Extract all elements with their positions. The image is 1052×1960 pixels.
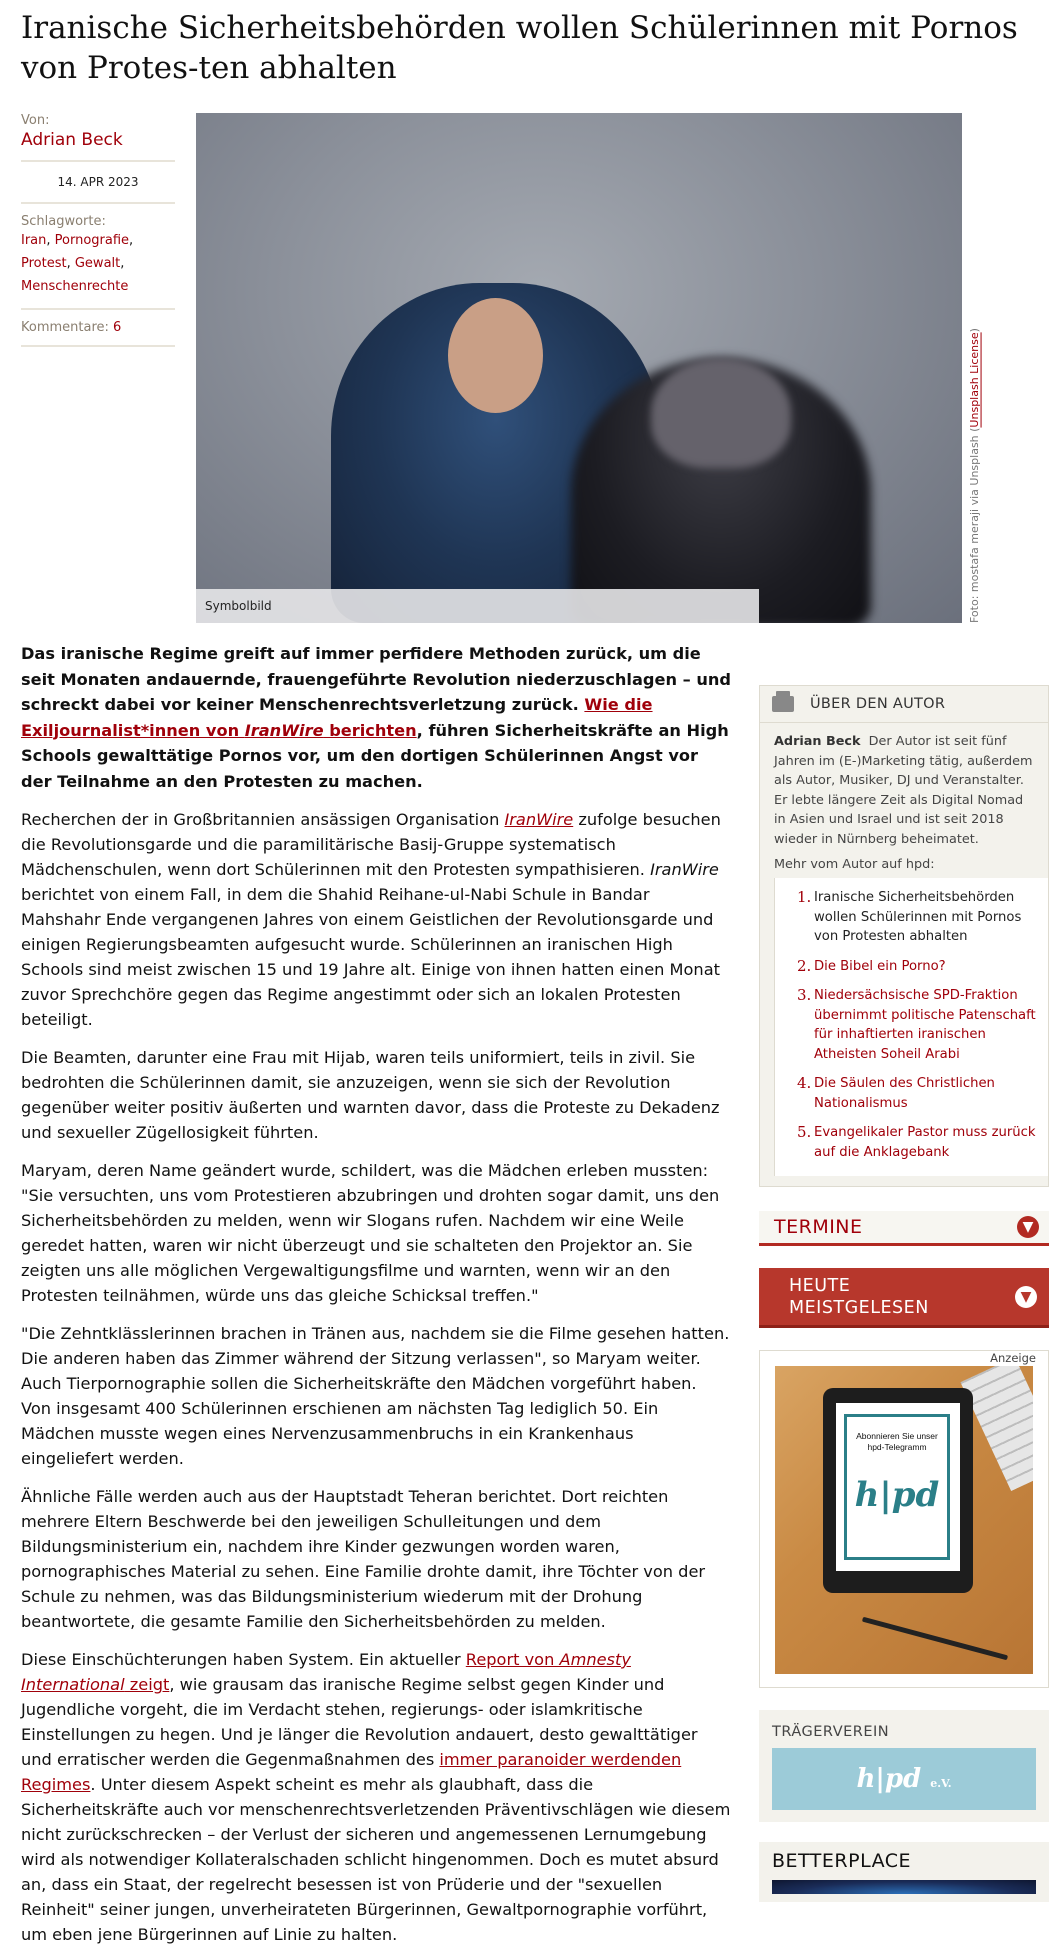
tag-gewalt[interactable]: Gewalt: [74, 256, 121, 271]
betterplace-banner[interactable]: [772, 1880, 1036, 1894]
author-link[interactable]: Adrian Beck: [21, 130, 123, 150]
divider: [21, 160, 175, 162]
image-caption: Symbolbild: [196, 589, 759, 623]
tags-label: Schlagworte:: [21, 214, 106, 229]
paranoid-regime-link[interactable]: immer paranoider werdenden Regimes: [21, 1750, 682, 1794]
photo-credit: Foto: mostafa meraji via Unsplash (Unsplash License): [968, 328, 981, 623]
betterplace-label: BETTERPLACE: [772, 1850, 912, 1872]
paragraph: Recherchen der in Großbritannien ansässigen Organisation IranWire zufolge besuchen die Revolutionsgarde und die paramilitärische Basij-Gruppe systematisch Mädchenschulen, wenn dort Schülerinnen mit den Protesten sympathisieren. IranWire berichtet von einem Fall, in dem die Shahid Reihane-ul-Nabi Schule in Bandar Mahshahr Ende vergangenen Jahres von einem Geistlichen der Revolutionsgarde und einigen Regierungsbeamten aufgesucht wurde. Schülerinnen an iranischen High Schools sind meist zwischen 15 und 19 Jahre alt. Einige von ihnen hatten einen Monat zuvor Sprechchöre gegen das Regime angestimmt oder sich an lokalen Protesten beteiligt.: [21, 810, 721, 1029]
more-by-author-list: [774, 878, 1048, 1176]
author-box: [759, 685, 1049, 1187]
list-item[interactable]: Evangelikaler Pastor muss zurück auf die Anklagebank: [814, 1125, 1036, 1160]
more-by-author-label: Mehr vom Autor auf hpd:: [774, 857, 935, 872]
article-body: [21, 641, 731, 1960]
pen-image: [862, 1617, 1008, 1661]
tag-menschenrechte[interactable]: Menschenrechte: [21, 279, 129, 294]
paragraph: Maryam, deren Name geändert wurde, schildert, was die Mädchen erleben mussten: "Sie versuchten, uns vom Protestieren abzubringen und drohten sogar damit, uns den Sicherheitsbehörden zu melden, wenn wir Slogans rufen. Nachdem wir eine Weile geredet hatten, waren wir nicht überzeugt und sie schalteten den Projektor an. Sie zeigten uns alle möglichen Vergewaltigungsfilme und warnten, wenn wir an den Protesten teilnähmen, würde uns das gleiche Schicksal treffen.": [21, 1161, 720, 1305]
publish-date: 14. APR 2023: [57, 175, 139, 189]
author-bio: Adrian Beck Der Autor ist seit fünf Jahren im (E-)Marketing tätig, außerdem als Autor, Musiker, DJ und Veranstalter. Er lebte längere Zeit als Digital Nomad in Asien und Israel und ist seit 2018 wieder in Nürnberg beheimatet.: [774, 734, 1033, 847]
author-name: Adrian Beck: [774, 734, 861, 749]
license-link[interactable]: Unsplash License: [968, 332, 981, 428]
termine-label: TERMINE: [774, 1216, 863, 1238]
traegerverein-box: [759, 1710, 1049, 1822]
termine-toggle[interactable]: [759, 1211, 1049, 1246]
meistgelesen-label: HEUTE MEISTGELESEN: [789, 1275, 929, 1318]
tag-pornografie[interactable]: Pornografie: [54, 233, 130, 248]
photo-figure-hat: [651, 358, 791, 468]
ad-label: Anzeige: [990, 1351, 1036, 1365]
paragraph: Ähnliche Fälle werden auch aus der Hauptstadt Teheran berichtet. Dort reichten mehrere Eltern Beschwerde bei den jeweiligen Schulleitungen und dem Bildungsministerium ein, nachdem ihre Kinder gezwungen worden waren, pornographisches Material zu sehen. Eine Familie drohte damit, ihre Töchter von der Schule zu nehmen, was das Bildungsministerium wiederum mit der Drohung beantwortete, die gesamte Familie den Sicherheitsbehörden zu melden.: [21, 1487, 706, 1631]
hpd-ev-logo[interactable]: h|pd e.V.: [772, 1748, 1036, 1810]
tag-iran[interactable]: Iran: [21, 233, 47, 248]
advertisement[interactable]: [759, 1350, 1049, 1688]
chevron-down-icon: ▼: [1017, 1216, 1039, 1238]
article-meta: [21, 113, 175, 357]
tag-protest[interactable]: Protest: [21, 256, 67, 271]
ad-image[interactable]: [775, 1366, 1033, 1674]
meistgelesen-toggle[interactable]: [759, 1268, 1049, 1328]
divider: [21, 202, 175, 204]
divider: [21, 345, 175, 347]
paragraph: Diese Einschüchterungen haben System. Ein aktueller Report von Amnesty International zeigt, wie grausam das iranische Regime selbst gegen Kinder und Jugendliche vorgeht, die im Verdacht stehen, regierungs- oder islamkritische Einstellungen zu hegen. Und je länger die Revolution andauert, desto gewalttätiger und erratischer werden die Gegenmaßnahmen des immer paranoider werdenden Regimes. Unter diesem Aspekt scheint es mehr als glaubhaft, dass die Sicherheitskräfte auch vor menschenrechtsverletzenden Präventivschlägen wie diesem nicht zurückschrecken – der Verlust der sicheren und angemessenen Lernumgebung wird als notwendiger Kollateralschaden schlicht hingenommen. Doch es mutet absurd an, dass ein Staat, der regelrecht besessen ist von Prüderie und der "sexuellen Reinheit" seiner jungen, unverheirateten Bürgerinnen, Gewaltpornographie vorführt, um eben jene Bürgerinnen auf Linie zu halten.: [21, 1650, 731, 1944]
printer-icon: [772, 696, 794, 712]
chevron-down-icon: ▼: [1015, 1286, 1037, 1308]
iranwire-report-link[interactable]: Wie die Exiljournalist*innen von IranWire berichten: [21, 695, 653, 740]
list-item[interactable]: Die Säulen des Christlichen Nationalismus: [814, 1076, 995, 1111]
list-item: Iranische Sicherheitsbehörden wollen Schülerinnen mit Pornos von Protesten abhalten: [814, 890, 1022, 944]
article-title: Iranische Sicherheitsbehörden wollen Schülerinnen mit Pornos von Protes-ten abhalten: [21, 10, 1018, 86]
list-item[interactable]: Die Bibel ein Porno?: [814, 958, 946, 974]
paragraph: "Die Zehntklässlerinnen brachen in Tränen aus, nachdem sie die Filme gesehen hatten. Die anderen haben das Zimmer während der Sitzung verlassen", so Maryam weiter. Auch Tierpornographie sollen die Sicherheitskräfte den Mädchen vorgeführt haben. Von insgesamt 400 Schülerinnen erschienen am nächsten Tag lediglich 50. Ein Mädchen musste wegen eines Nervenzusammenbruchs in ein Krankenhaus eingeliefert werden.: [21, 1324, 730, 1468]
paragraph: Die Beamten, darunter eine Frau mit Hijab, waren teils uniformiert, teils in zivil. Sie bedrohten die Schülerinnen damit, sie anzuzeigen, wenn sie sich der Revolution gegenüber weiter positiv äußerten und warnten davor, dass die Proteste zu Dekadenz und sexueller Zügellosigkeit führten.: [21, 1048, 720, 1142]
traegerverein-label: TRÄGERVEREIN: [772, 1724, 890, 1740]
article-lead: Das iranische Regime greift auf immer perfidere Methoden zurück, um die seit Monaten andauernde, frauengeführte Revolution niederzuschlagen – und schreckt dabei vor keiner Menschenrechtsverletzung zurück. Wie die Exiljournalist*innen von IranWire berichten, führen Sicherheitskräfte an High Schools gewalttätige Pornos vor, um den dortigen Schülerinnen Angst vor der Teilnahme an den Protesten zu machen.: [21, 644, 731, 791]
comments-number[interactable]: 6: [113, 320, 122, 335]
author-label: Von:: [21, 113, 50, 128]
comments-count[interactable]: [21, 320, 175, 335]
tablet-image: Abonnieren Sie unser hpd-Telegramm h|pd: [823, 1388, 973, 1593]
tag-list: Iran, Pornografie, Protest, Gewalt, Menschenrechte: [21, 233, 134, 294]
divider: [21, 308, 175, 310]
comments-label: Kommentare:: [21, 320, 109, 335]
author-box-header: [760, 686, 1048, 723]
list-item[interactable]: Niedersächsische SPD-Fraktion übernimmt politische Patenschaft für inhaftierten iranischen Atheisten Soheil Arabi: [814, 988, 1036, 1062]
amnesty-report-link[interactable]: Report von Amnesty International zeigt: [21, 1650, 631, 1694]
sidebar: [759, 685, 1049, 1902]
iranwire-link[interactable]: IranWire: [504, 810, 574, 829]
photo-figure-head: [448, 298, 543, 413]
hpd-logo: h|pd: [854, 1475, 940, 1515]
betterplace-box: [759, 1842, 1049, 1902]
article-hero-image: [196, 113, 962, 623]
author-box-heading: ÜBER DEN AUTOR: [810, 696, 946, 712]
